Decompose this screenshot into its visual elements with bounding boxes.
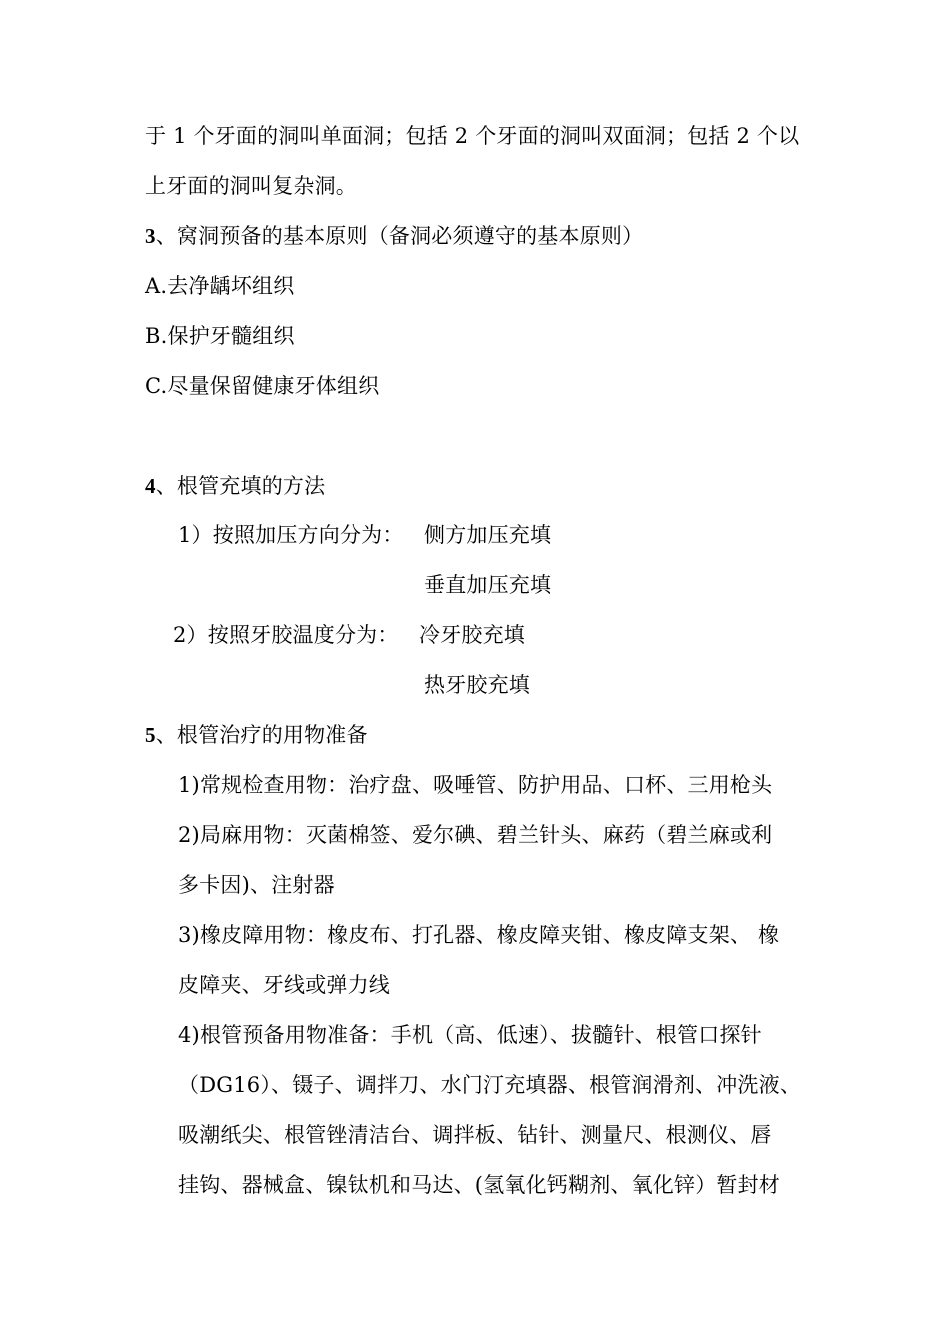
section-5-line-3: 多卡因)、注射器 — [178, 873, 335, 897]
section-5-line-6: 4)根管预备用物准备：手机（高、低速）、拔髓针、根管口探针 — [178, 1023, 762, 1047]
section-3-item-a: A.去净龋坏组织 — [145, 274, 295, 298]
section-4-method-2-label: 2）按照牙胶温度分为： — [173, 623, 399, 647]
section-5-line-1: 1)常规检查用物：治疗盘、吸唾管、防护用品、口杯、三用枪头 — [178, 773, 773, 797]
section-4-method-1-label: 1）按照加压方向分为： — [178, 523, 404, 547]
section-5-line-2: 2)局麻用物：灭菌棉签、爱尔碘、碧兰针头、麻药（碧兰麻或利 — [178, 823, 773, 847]
section-4-method-1-a: 侧方加压充填 — [424, 523, 552, 547]
section-5-heading — [145, 722, 368, 748]
section-4-method-1-b: 垂直加压充填 — [424, 573, 552, 597]
section-5-line-4: 3)橡皮障用物：橡皮布、打孔器、橡皮障夹钳、橡皮障支架、 橡 — [178, 923, 780, 947]
section-5-line-5: 皮障夹、牙线或弹力线 — [178, 973, 390, 997]
section-4-method-2-b: 热牙胶充填 — [424, 673, 530, 697]
section-5-title: 、根管治疗的用物准备 — [155, 723, 368, 747]
section-5-line-7: （DG16）、镊子、调拌刀、水门汀充填器、根管润滑剂、冲洗液、 — [178, 1073, 802, 1097]
section-4-title: 、根管充填的方法 — [155, 474, 326, 498]
section-4-number: 4 — [145, 474, 156, 498]
section-3-number: 3 — [145, 224, 156, 248]
section-3-heading — [145, 223, 643, 249]
paragraph-line-1: 于 1 个牙面的洞叫单面洞；包括 2 个牙面的洞叫双面洞；包括 2 个以 — [145, 124, 800, 148]
section-3-title: 、窝洞预备的基本原则（备洞必须遵守的基本原则） — [155, 224, 644, 248]
section-5-line-8: 吸潮纸尖、根管锉清洁台、调拌板、钻针、测量尺、根测仪、唇 — [178, 1123, 772, 1147]
paragraph-line-2: 上牙面的洞叫复杂洞。 — [145, 174, 357, 198]
section-5-line-9: 挂钩、器械盒、镍钛机和马达、(氢氧化钙糊剂、氧化锌）暂封材 — [178, 1173, 780, 1197]
section-4-heading — [145, 473, 325, 499]
section-5-number: 5 — [145, 723, 156, 747]
section-4-method-2-a: 冷牙胶充填 — [419, 623, 525, 647]
section-3-item-b: B.保护牙髓组织 — [145, 324, 295, 348]
section-3-item-c: C.尽量保留健康牙体组织 — [145, 374, 380, 398]
